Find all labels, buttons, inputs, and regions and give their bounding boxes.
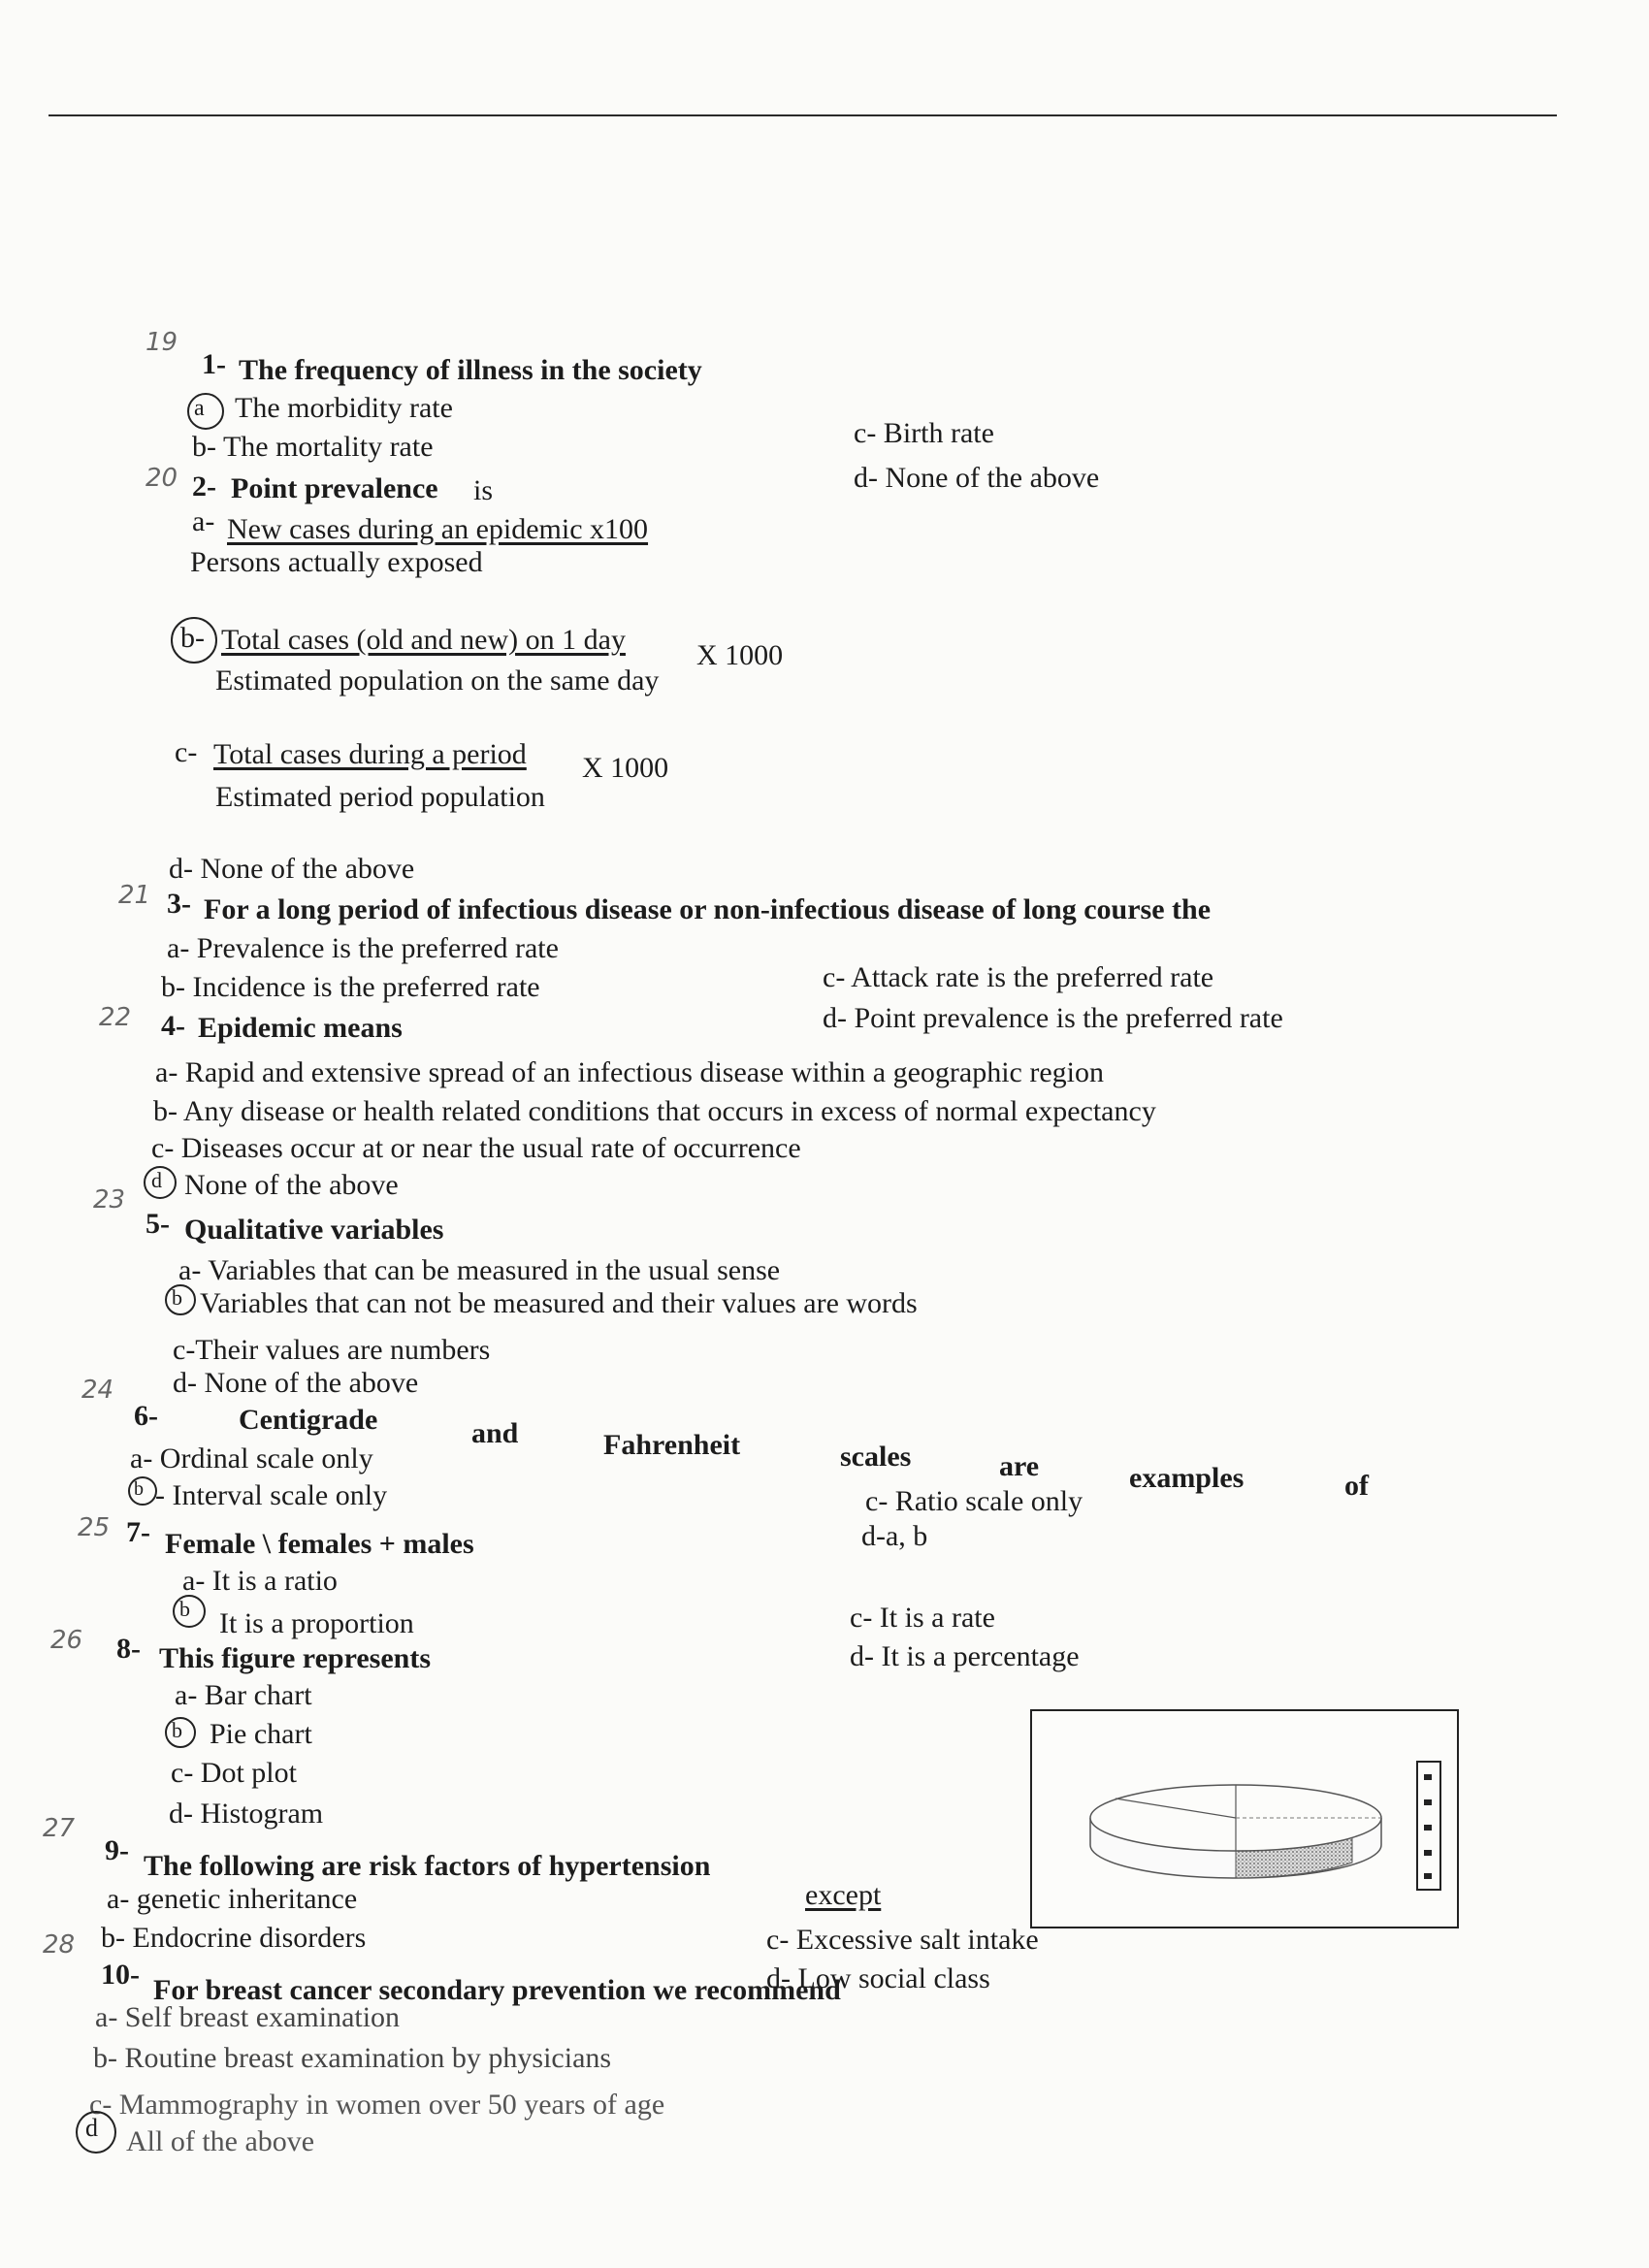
- option-c-numerator: Total cases during a period: [213, 738, 527, 770]
- option-a: a- Prevalence is the preferred rate: [167, 932, 559, 964]
- pie-chart-illustration: [1032, 1711, 1457, 1927]
- option-a: a- Self breast examination: [95, 2001, 401, 2033]
- option-c: c- Excessive salt intake: [766, 1924, 1039, 1956]
- question-number: 2-: [192, 470, 216, 502]
- option-d: d- None of the above: [169, 853, 415, 885]
- option-d: d- It is a percentage: [850, 1640, 1080, 1672]
- option-b: It is a proportion: [219, 1607, 414, 1639]
- question-number: 9-: [105, 1834, 129, 1866]
- stem-word: are: [999, 1450, 1040, 1482]
- margin-number: 21: [118, 881, 151, 910]
- question-stem: The frequency of illness in the society: [239, 354, 702, 386]
- pie-chart-figure: [1030, 1709, 1459, 1928]
- question-number: 8-: [116, 1633, 141, 1665]
- option-c-label: c-: [175, 736, 198, 768]
- margin-number: 25: [78, 1513, 111, 1542]
- question-stem: For breast cancer secondary prevention we recommend: [153, 1974, 841, 2006]
- question-stem: Qualitative variables: [184, 1214, 444, 1246]
- legend-marker: [1424, 1799, 1432, 1805]
- question-number: 6-: [134, 1400, 158, 1432]
- margin-number: 24: [81, 1376, 114, 1405]
- question-stem: For a long period of infectious disease or non-infectious disease of long course the: [204, 893, 1212, 925]
- option-d: d-a, b: [861, 1520, 928, 1552]
- option-b: b- Routine breast examination by physicians: [93, 2042, 612, 2074]
- legend-marker: [1424, 1873, 1432, 1879]
- stem-word: and: [471, 1417, 519, 1449]
- question-stem-except: except: [805, 1879, 882, 1911]
- option-c-multiplier: X 1000: [582, 752, 669, 784]
- question-stem-suffix: is: [473, 474, 494, 506]
- option-d: None of the above: [184, 1169, 399, 1201]
- option-b-denominator: Estimated population on the same day: [215, 664, 660, 697]
- answer-circle-letter: b: [179, 1597, 190, 1621]
- option-a: a- genetic inheritance: [107, 1883, 358, 1915]
- option-a: The morbidity rate: [235, 392, 453, 424]
- question-stem: This figure represents: [159, 1642, 432, 1674]
- option-d: d- None of the above: [173, 1367, 419, 1399]
- margin-number: 27: [43, 1814, 76, 1843]
- option-d: d- Histogram: [169, 1798, 324, 1830]
- option-b-numerator: Total cases (old and new) on 1 day: [221, 624, 626, 656]
- option-c: c- Birth rate: [854, 417, 994, 449]
- question-number: 5-: [146, 1208, 170, 1240]
- answer-circle-letter: b: [172, 1285, 182, 1310]
- margin-number: 28: [43, 1930, 76, 1960]
- option-b: Variables that can not be measured and their values are words: [200, 1287, 918, 1319]
- option-c: c-Their values are numbers: [173, 1334, 491, 1366]
- margin-number: 22: [99, 1003, 132, 1032]
- option-a: a- Bar chart: [175, 1679, 312, 1711]
- option-b: b- The mortality rate: [192, 431, 434, 463]
- stem-word: Centigrade: [239, 1404, 378, 1436]
- question-number: 3-: [167, 888, 191, 920]
- option-b-label: b-: [180, 622, 205, 654]
- question-stem: The following are risk factors of hypertension: [144, 1850, 711, 1882]
- legend-marker: [1424, 1850, 1432, 1856]
- answer-circle-letter: b: [134, 1478, 144, 1500]
- question-stem: Female \ females + males: [165, 1528, 474, 1560]
- answer-circle-letter: a: [194, 396, 205, 421]
- option-d: All of the above: [126, 2125, 315, 2157]
- legend-marker: [1424, 1825, 1432, 1831]
- option-c-denominator: Estimated period population: [215, 781, 545, 813]
- pie-legend: [1416, 1761, 1441, 1891]
- option-d: d- None of the above: [854, 462, 1100, 494]
- answer-circle-letter: d: [85, 2114, 98, 2142]
- option-c: c- Dot plot: [171, 1757, 297, 1789]
- answer-circle-letter: b: [172, 1718, 182, 1742]
- stem-word: examples: [1129, 1462, 1245, 1494]
- option-c: c- Ratio scale only: [865, 1485, 1083, 1517]
- stem-word: Fahrenheit: [603, 1429, 741, 1461]
- option-d: d- Point prevalence is the preferred rate: [823, 1002, 1283, 1034]
- option-c: c- Attack rate is the preferred rate: [823, 961, 1214, 993]
- margin-number: 23: [93, 1185, 126, 1215]
- option-b: b- Incidence is the preferred rate: [161, 971, 540, 1003]
- option-b: b- Endocrine disorders: [101, 1922, 367, 1954]
- option-c: c- Mammography in women over 50 years of age: [89, 2089, 665, 2121]
- question-stem: Epidemic means: [198, 1012, 403, 1044]
- question-number: 4-: [161, 1010, 185, 1042]
- option-b: Pie chart: [210, 1718, 312, 1750]
- header-rule: [48, 114, 1557, 116]
- option-b: b- Any disease or health related conditions that occurs in excess of normal expectancy: [153, 1095, 1156, 1127]
- option-c: c- Diseases occur at or near the usual rate of occurrence: [151, 1132, 801, 1164]
- option-b-multiplier: X 1000: [696, 639, 784, 671]
- stem-word: of: [1344, 1470, 1369, 1502]
- margin-number: 19: [146, 328, 178, 357]
- question-number: 7-: [126, 1516, 150, 1548]
- legend-marker: [1424, 1774, 1432, 1780]
- option-b: - Interval scale only: [155, 1479, 388, 1511]
- option-a: a- It is a ratio: [182, 1565, 338, 1597]
- option-c: c- It is a rate: [850, 1602, 995, 1634]
- option-d: d- Low social class: [766, 1962, 990, 1994]
- answer-circle: [187, 393, 224, 430]
- option-a: a- Ordinal scale only: [130, 1442, 373, 1474]
- option-a-denominator: Persons actually exposed: [190, 546, 483, 578]
- option-a-numerator: New cases during an epidemic x100: [227, 513, 649, 545]
- question-number: 1-: [202, 348, 226, 380]
- stem-word: scales: [840, 1441, 912, 1473]
- question-stem: Point prevalence: [231, 472, 438, 504]
- answer-circle-letter: d: [151, 1168, 162, 1192]
- question-number: 10-: [101, 1959, 140, 1991]
- option-a: a- Rapid and extensive spread of an infectious disease within a geographic region: [155, 1056, 1105, 1088]
- margin-number: 26: [50, 1626, 83, 1655]
- option-a-label: a-: [192, 505, 215, 537]
- margin-number: 20: [146, 464, 178, 493]
- option-a: a- Variables that can be measured in the usual sense: [178, 1254, 781, 1286]
